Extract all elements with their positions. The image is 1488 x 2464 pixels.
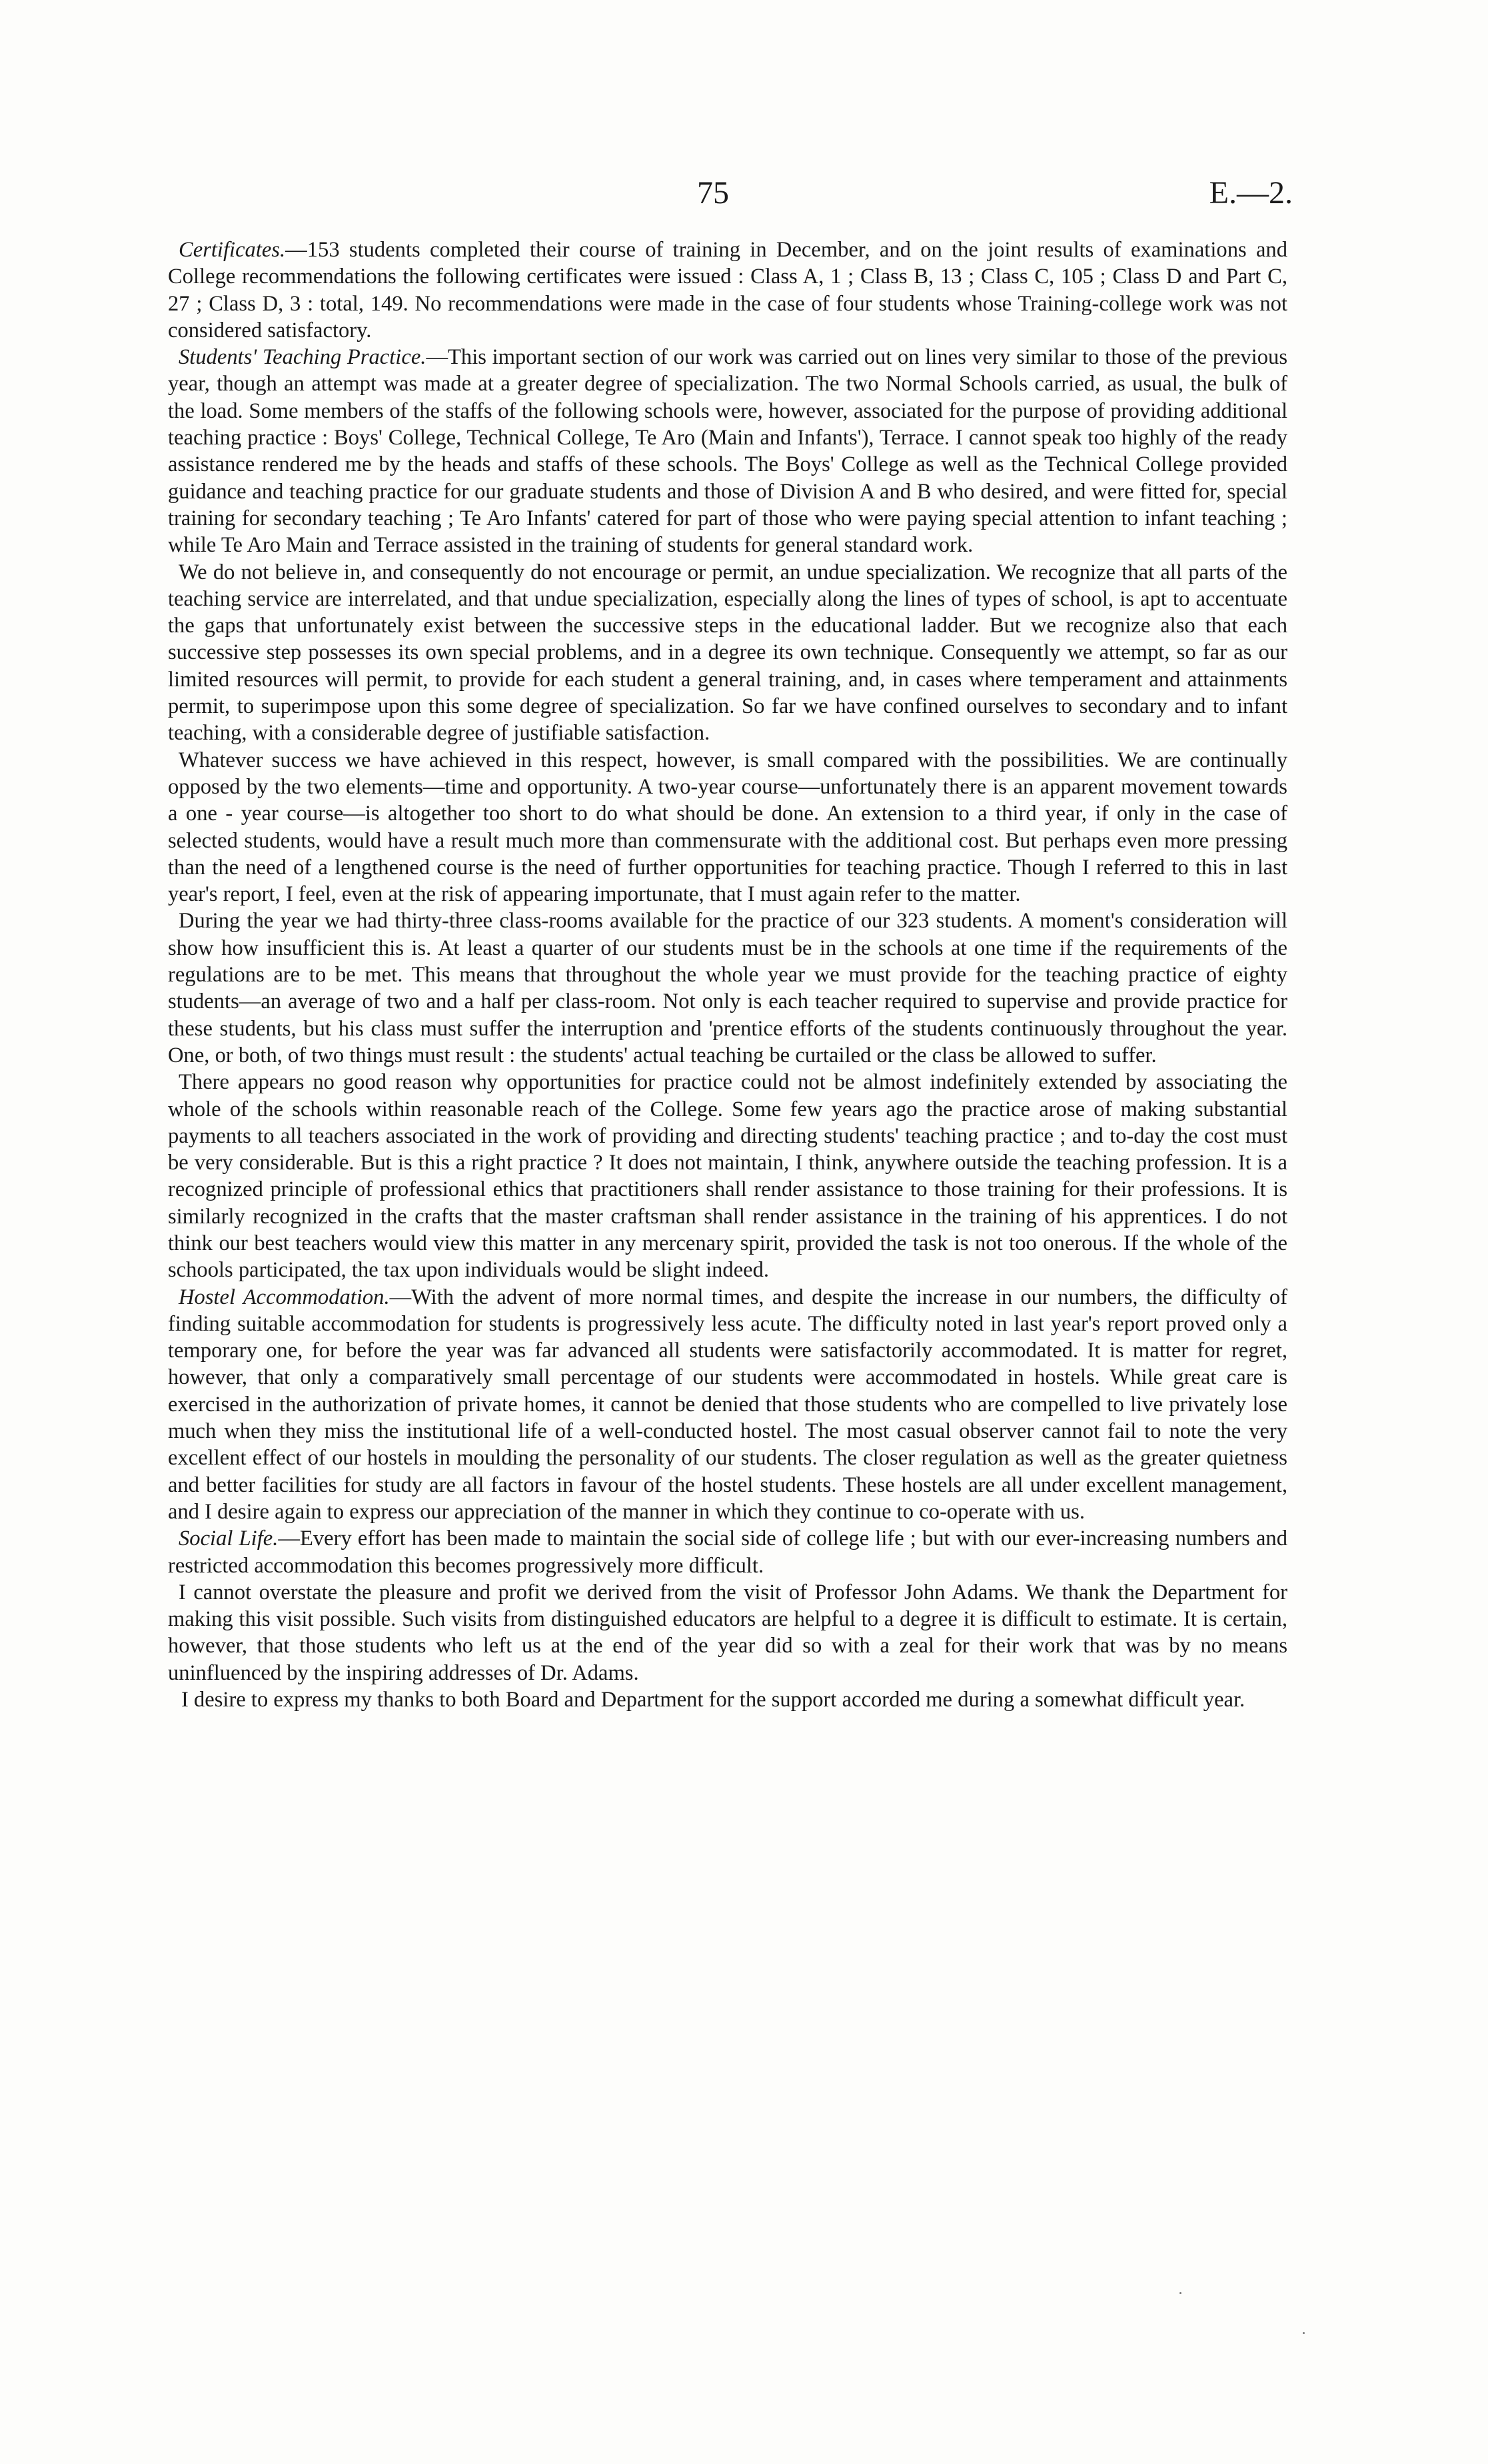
print-speck bbox=[1303, 2332, 1305, 2334]
paragraph-specialization: We do not believe in, and consequently do not encourage or permit, an undue specialization. We recognize that all parts of the teaching service are interrelated, and that undue specialization, especially along the lines of types of school, is apt to accentuate the gaps that unfortunately exist between the successive steps in the educational ladder. But we recognize also that each successive step possesses its own special problems, and in a degree its own technique. Consequently we attempt, so far as our limited resources will permit, to provide for each student a general training, and, in cases where temperament and attainments permit, to superimpose upon this some degree of specialization. So far we have confined ourselves to secondary and to infant teaching, with a considerable degree of justifiable satisfaction. bbox=[168, 560, 1287, 746]
paragraph-text: —With the advent of more normal times, and despite the increase in our numbers, the difficulty of finding suitable accommodation for students is progressively less acute. The difficulty noted in last year's report proved only a temporary one, for before the year was far advanced all students were satisfactorily accommodated. It is matter for regret, however, that only a comparatively small percentage of our students were accommodated in hostels. While great care is exercised in the authorization of private homes, it cannot be denied that those students who are compelled to live privately lose much when they miss the institutional life of a well-conducted hostel. The most casual observer cannot fail to note the very excellent effect of our hostels in moulding the personality of our students. The closer regulation as well as the greater quietness and better facilities for study are all factors in favour of the hostel students. These hostels are all under excellent management, and I desire again to express our appreciation of the manner in which they continue to co-operate with us. bbox=[168, 1285, 1288, 1524]
section-heading-certificates: Certificates. bbox=[179, 238, 286, 262]
section-heading-hostel-accommodation: Hostel Accommodation. bbox=[179, 1285, 390, 1309]
paragraph-teaching-practice bbox=[168, 344, 1287, 558]
paragraph-schools-association: There appears no good reason why opportunities for practice could not be almost indefinitely extended by associating the whole of the schools within reasonable reach of the College. Some few years ago the practice arose of making substantial payments to all teachers associated in the work of providing and directing students' teaching practice ; and to-day the cost must be very considerable. But is this a right practice ? It does not maintain, I think, anywhere outside the teaching profession. It is a recognized principle of professional ethics that practitioners shall render assistance to those training for their professions. It is similarly recognized in the crafts that the master craftsman shall render assistance in the training of his apprentices. I do not think our best teachers would view this matter in any mercenary spirit, provided the task is not too onerous. If the whole of the schools participated, the tax upon individuals would be slight indeed. bbox=[168, 1070, 1287, 1283]
body-text bbox=[168, 237, 1287, 1713]
section-heading-teaching-practice: Students' Teaching Practice. bbox=[179, 345, 426, 370]
paragraph-social-life bbox=[168, 1525, 1287, 1579]
print-speck bbox=[1179, 2292, 1181, 2294]
paragraph-text: —Every effort has been made to maintain the social side of college life ; but with our ever-increasing numbers and restricted accommodation this becomes progressively more difficult. bbox=[168, 1527, 1288, 1578]
page-number: 75 bbox=[697, 175, 729, 211]
paragraph-thanks: I desire to express my thanks to both Board and Department for the support accorded me during a somewhat difficult year. bbox=[181, 1688, 1245, 1712]
paragraph-certificates bbox=[168, 237, 1287, 344]
series-reference: E.—2. bbox=[1209, 175, 1293, 211]
paragraph-text: —This important section of our work was carried out on lines very similar to those of the previous year, though an attempt was made at a greater degree of specialization. The two Normal Schools carried, as usual, the bulk of the load. Some members of the staffs of the following schools were, however, associated for the purpose of providing additional teaching practice : Boys' College, Technical College, Te Aro (Main and Infants'), Terrace. I cannot speak too highly of the ready assistance rendered me by the heads and staffs of these schools. The Boys' College as well as the Technical College provided guidance and teaching practice for our graduate students and those of Division A and B who desired, and were fitted for, special training for secondary teaching ; Te Aro Infants' catered for part of those who were paying special attention to infant teaching ; while Te Aro Main and Terrace assisted in the training of students for general standard work. bbox=[168, 345, 1287, 558]
paragraph-text: —153 students completed their course of training in December, and on the joint results of examinations and College recommendations the following certificates were issued : Class A, 1 ; Class B, 13 ; Class C, 105 ; Class D and Part C, 27 ; Class D, 3 : total, 149. No recommendations were made in the case of four students whose Training-college work was not considered satisfactory. bbox=[168, 238, 1287, 342]
paragraph-hostel-accommodation bbox=[168, 1284, 1287, 1526]
paragraph-possibilities: Whatever success we have achieved in this respect, however, is small compared with the possibilities. We are continually opposed by the two elements—time and opportunity. A two-year course—unfortunately there is an apparent movement towards a one - year course—is altogether too short to do what should be done. An extension to a third year, if only in the case of selected students, would have a result much more than commensurate with the additional cost. But perhaps even more pressing than the need of a lengthened course is the need of further opportunities for teaching practice. Though I referred to this in last year's report, I feel, even at the risk of appearing importunate, that I must again refer to the matter. bbox=[168, 748, 1287, 907]
section-heading-social-life: Social Life. bbox=[179, 1527, 279, 1551]
paragraph-class-rooms: During the year we had thirty-three class-rooms available for the practice of our 323 students. A moment's consideration will show how insufficient this is. At least a quarter of our students must be in the schools at one time if the requirements of the regulations are to be met. This means that throughout the whole year we must provide for the teaching practice of eighty students—an average of two and a half per class-room. Not only is each teacher required to supervise and provide practice for these students, but his class must suffer the interruption and 'prentice efforts of the students continuously throughout the year. One, or both, of two things must result : the students' actual teaching be curtailed or the class be allowed to suffer. bbox=[168, 909, 1287, 1067]
paragraph-professor-adams: I cannot overstate the pleasure and profit we derived from the visit of Professor John Adams. We thank the Department for making this visit possible. Such visits from distinguished educators are helpful to a degree it is difficult to estimate. It is certain, however, that those students who left us at the end of the year did so with a zeal for their work that was by no means uninfluenced by the inspiring addresses of Dr. Adams. bbox=[168, 1580, 1287, 1685]
